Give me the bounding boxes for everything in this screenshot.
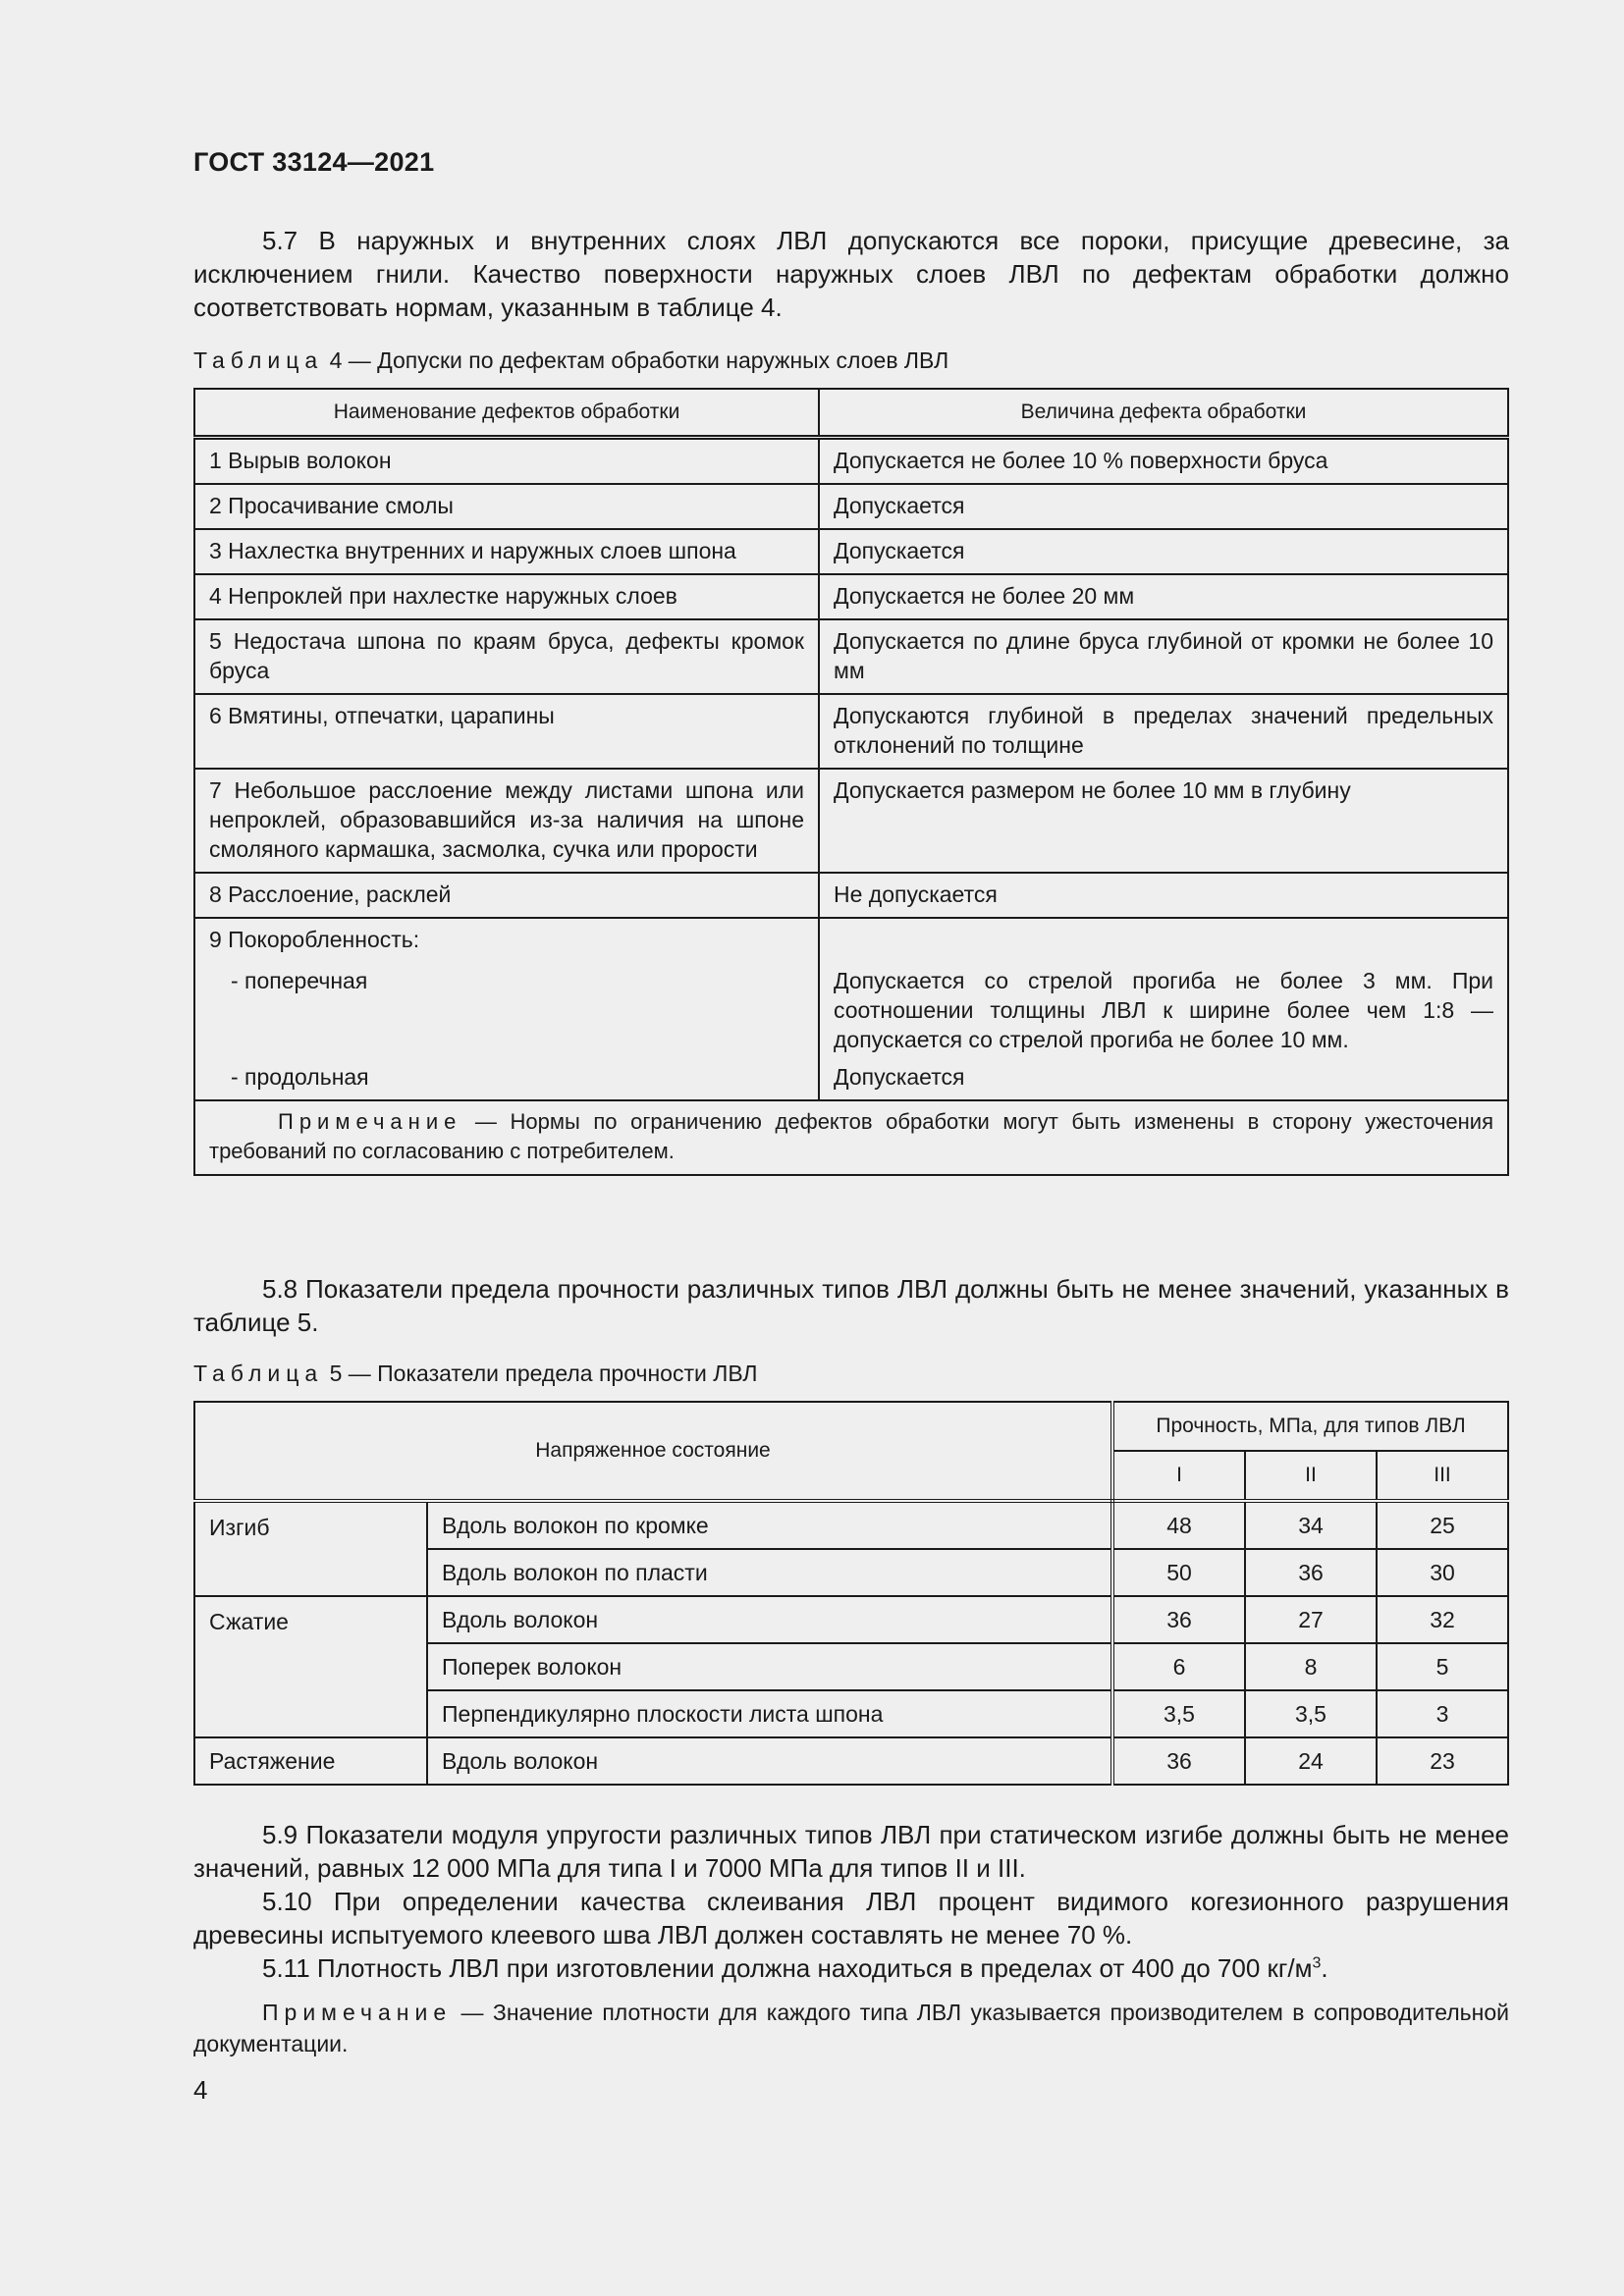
table4-note: Примечание — Нормы по ограничению дефектов обработки могут быть изменены в сторону ужесточения требований по согласованию с потребителем. [194,1100,1508,1175]
table5-value: 30 [1377,1549,1508,1596]
table5-direction: Вдоль волокон по кромке [427,1501,1112,1549]
table5-caption: Таблица 5 — Показатели предела прочности ЛВЛ [193,1361,758,1386]
row9-longitudinal-value: Допускается [834,1064,965,1090]
table5-value: 3 [1377,1690,1508,1737]
table5-value: 8 [1245,1643,1377,1690]
table5-value: 5 [1377,1643,1508,1690]
table5-type-i: I [1112,1451,1245,1501]
table4-cell-value: Допускается [819,484,1508,529]
table5-header-state: Напряженное состояние [194,1402,1112,1501]
table-row [194,694,1508,769]
table5-value: 24 [1245,1737,1377,1785]
table-row [194,873,1508,918]
table4-caption: Таблица 4 — Допуски по дефектам обработки наружных слоев ЛВЛ [193,347,949,373]
table4-cell-defect: 8 Расслоение, расклей [194,873,819,918]
bottom-note: Примечание — Значение плотности для каждого типа ЛВЛ указывается производителем в сопроводительной документации. [193,2000,1509,2056]
table-row [194,1737,1508,1785]
table4-cell-value: Допускается [819,529,1508,574]
table5-value: 6 [1112,1643,1245,1690]
row9-title: 9 Покоробленность: [209,927,420,952]
table5-value: 34 [1245,1501,1377,1549]
table-row [194,529,1508,574]
table5-value: 25 [1377,1501,1508,1549]
table4-cell-defect: 3 Нахлестка внутренних и наружных слоев шпона [194,529,819,574]
table4-header-value: Величина дефекта обработки [819,389,1508,438]
table5-direction: Вдоль волокон [427,1737,1112,1785]
table5-header-row [194,1402,1508,1451]
document-header: ГОСТ 33124—2021 [193,147,435,177]
table-row [194,769,1508,873]
table5-value: 27 [1245,1596,1377,1643]
paragraph-5-10: 5.10 При определении качества склеивания ЛВЛ процент видимого когезионного разрушения древесины испытуемого клеевого шва ЛВЛ должен составлять не менее 70 %. [193,1887,1509,1949]
table4-cell-defect: 1 Вырыв волокон [194,438,819,485]
table5-value: 36 [1112,1596,1245,1643]
row9-transverse-value: Допускается со стрелой прогиба не более 3 мм. При соотношении толщины ЛВЛ к ширине более чем 1:8 — допускается со стрелой прогиба не более 10 мм. [834,968,1493,1052]
table4-cell-value: Допускается не более 20 мм [819,574,1508,619]
table5-type-iii: III [1377,1451,1508,1501]
paragraph-5-9: 5.9 Показатели модуля упругости различных типов ЛВЛ при статическом изгибе должны быть не менее значений, равных 12 000 МПа для типа I и 7000 МПа для типов II и III. [193,1820,1509,1883]
table4-cell-value: Допускается по длине бруса глубиной от кромки не более 10 мм [819,619,1508,694]
table5-value: 48 [1112,1501,1245,1549]
table-row [194,438,1508,485]
table5-direction: Вдоль волокон [427,1596,1112,1643]
table5-direction: Вдоль волокон по пласти [427,1549,1112,1596]
table5-direction: Перпендикулярно плоскости листа шпона [427,1690,1112,1737]
table5-header-strength: Прочность, МПа, для типов ЛВЛ [1112,1402,1508,1451]
table4-header-defect: Наименование дефектов обработки [194,389,819,438]
table4 [193,388,1509,1176]
table4-cell-defect: 4 Непроклей при нахлестке наружных слоев [194,574,819,619]
table5-type-ii: II [1245,1451,1377,1501]
table4-cell-value-9 [819,918,1508,1100]
table4-cell-value: Не допускается [819,873,1508,918]
table-row [194,574,1508,619]
group-bend: Изгиб [194,1501,427,1596]
page-number: 4 [193,2075,208,2105]
table-row [194,1596,1508,1643]
table-row [194,1501,1508,1549]
paragraph-5-11: 5.11 Плотность ЛВЛ при изготовлении должна находиться в пределах от 400 до 700 $кг/м^3$. [262,1953,1328,1983]
superscript-3: 3 [1312,1954,1322,1972]
group-tension: Растяжение [194,1737,427,1785]
table4-cell-defect-9 [194,918,819,1100]
table4-cell-value: Допускается размером не более 10 мм в глубину [819,769,1508,873]
table5-value: 50 [1112,1549,1245,1596]
table5-direction: Поперек волокон [427,1643,1112,1690]
paragraph-5-8: 5.8 Показатели предела прочности различных типов ЛВЛ должны быть не менее значений, указанных в таблице 5. [193,1274,1509,1337]
row9-sub-transverse: - поперечная [231,968,368,993]
table-row [194,484,1508,529]
table-row [194,619,1508,694]
table5-value: 23 [1377,1737,1508,1785]
table4-cell-defect: 7 Небольшое расслоение между листами шпона или непроклей, образовавшийся из-за наличия на шпоне смоляного кармашка, засмолка, сучка или прорости [194,769,819,873]
paragraph-5-7: 5.7 В наружных и внутренних слоях ЛВЛ допускаются все пороки, присущие древесине, за исключением гнили. Качество поверхности наружных слоев ЛВЛ по дефектам обработки должно соответствовать нормам, указанным в таблице 4. [193,226,1509,322]
table4-header-row [194,389,1508,438]
table4-cell-value: Допускается не более 10 % поверхности бруса [819,438,1508,485]
table-row [194,918,1508,1100]
table4-cell-defect: 2 Просачивание смолы [194,484,819,529]
table4-cell-value: Допускаются глубиной в пределах значений предельных отклонений по толщине [819,694,1508,769]
row9-sub-longitudinal: - продольная [231,1064,369,1090]
group-compress: Сжатие [194,1596,427,1737]
table5 [193,1401,1509,1786]
table5-value: 36 [1245,1549,1377,1596]
table5-value: 32 [1377,1596,1508,1643]
table4-cell-defect: 5 Недостача шпона по краям бруса, дефекты кромок бруса [194,619,819,694]
table5-value: 3,5 [1112,1690,1245,1737]
table4-cell-defect: 6 Вмятины, отпечатки, царапины [194,694,819,769]
table5-value: 36 [1112,1737,1245,1785]
table5-value: 3,5 [1245,1690,1377,1737]
table4-note-row [194,1100,1508,1175]
